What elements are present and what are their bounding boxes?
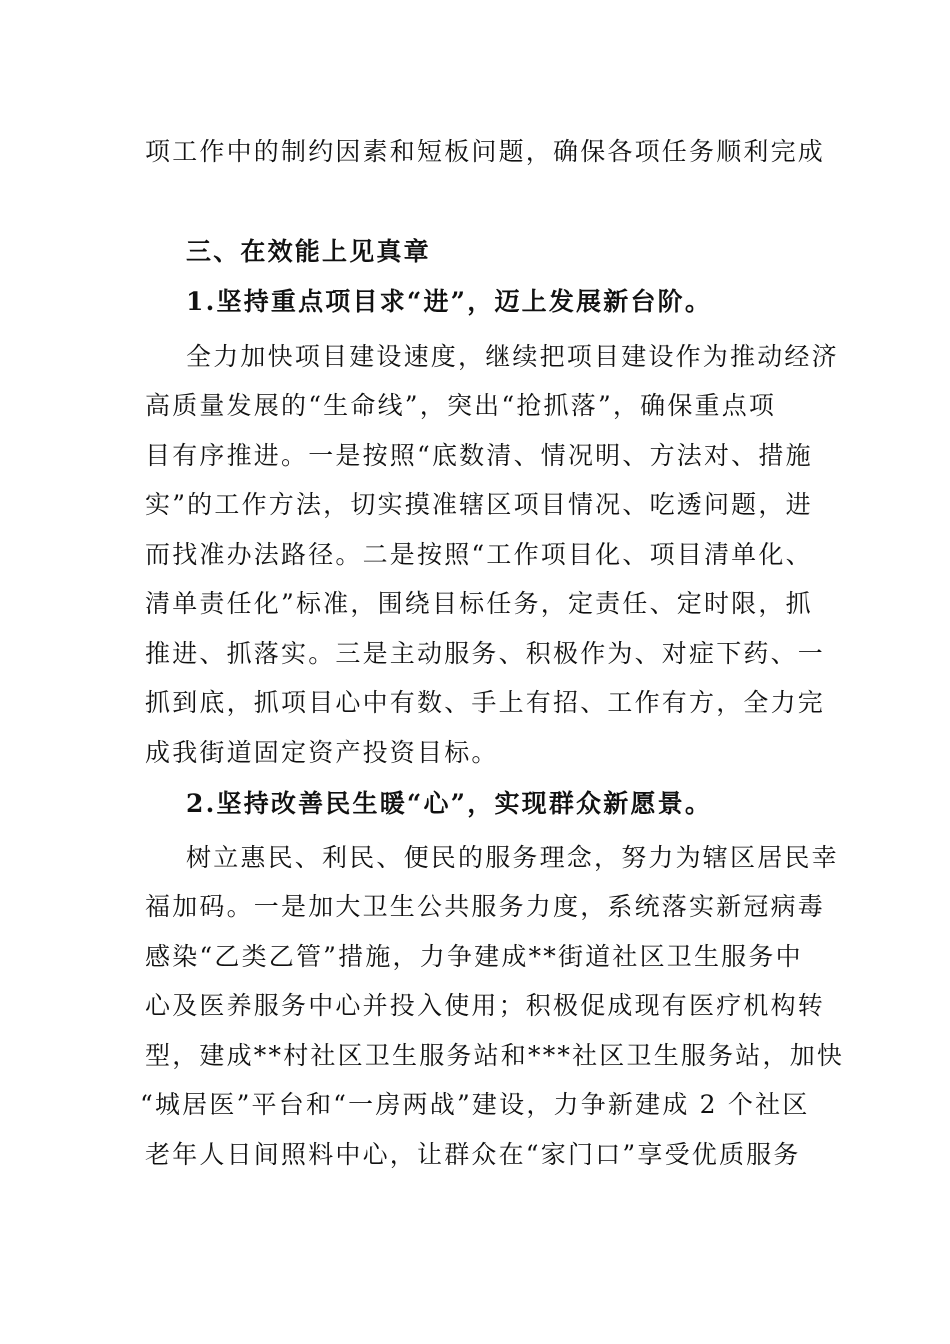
paragraph-2-line: 型，建成**村社区卫生服务站和***社区卫生服务站，加快 [145,1041,845,1070]
paragraph-1-line: 高质量发展的“生命线”，突出“抢抓落”，确保重点项 [145,391,777,420]
paragraph-1-line: 推进、抓落实。三是主动服务、积极作为、对症下药、一 [145,639,826,668]
paragraph-1-line: 全力加快项目建设速度，继续把项目建设作为推动经济 [186,342,839,371]
paragraph-2-line: “城居医”平台和“一房两战”建设，力争新建成 2 个社区 [140,1090,810,1119]
subsection-2-heading: 2.坚持改善民生暖“心”，实现群众新愿景。 [186,789,713,818]
paragraph-2-line: 感染“乙类乙管”措施，力争建成**街道社区卫生服务中 [145,942,803,971]
paragraph-1-line: 成我街道固定资产投资目标。 [145,738,499,767]
paragraph-1-line: 目有序推进。一是按照“底数清、情况明、方法对、措施 [145,441,813,470]
carryover-line: 项工作中的制约因素和短板问题，确保各项任务顺利完成 [145,137,826,166]
paragraph-1-line: 抓到底，抓项目心中有数、手上有招、工作有方，全力完 [145,688,826,717]
paragraph-1-line: 实”的工作方法，切实摸准辖区项目情况、吃透问题，进 [145,490,813,519]
paragraph-2-line: 树立惠民、利民、便民的服务理念，努力为辖区居民幸 [186,843,839,872]
paragraph-2-line: 老年人日间照料中心，让群众在“家门口”享受优质服务 [145,1140,801,1169]
section-heading: 三、在效能上见真章 [186,237,431,266]
paragraph-2-line: 心及医养服务中心并投入使用；积极促成现有医疗机构转 [145,991,826,1020]
paragraph-2-line: 福加码。一是加大卫生公共服务力度，系统落实新冠病毒 [145,892,826,921]
subsection-1-heading: 1.坚持重点项目求“进”，迈上发展新台阶。 [186,287,713,316]
paragraph-1-line: 清单责任化”标准，围绕目标任务，定责任、定时限，抓 [145,589,813,618]
paragraph-1-line: 而找准办法路径。二是按照“工作项目化、项目清单化、 [145,540,813,569]
